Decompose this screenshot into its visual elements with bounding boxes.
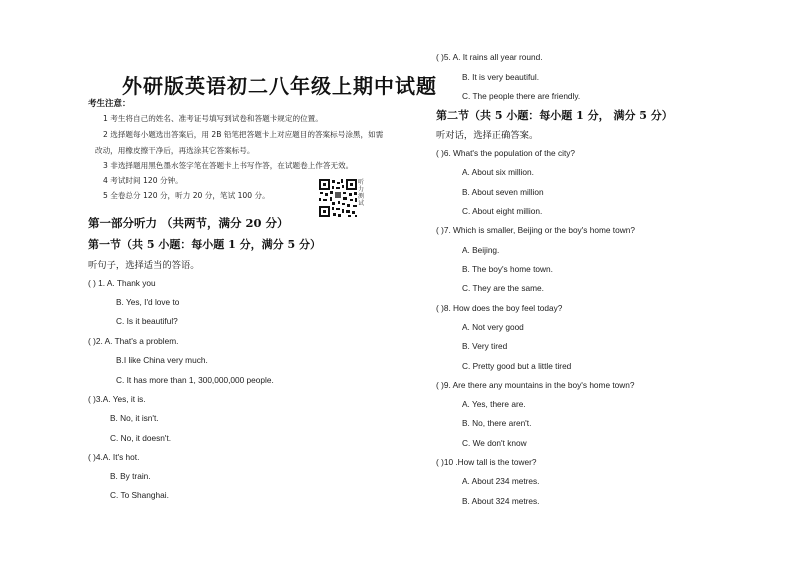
option: B. About 324 metres. (462, 496, 540, 506)
notice-item: 3 非选择题用黑色墨水签字笔在答题卡上书写作答，在试题卷上作答无效。 (103, 161, 354, 170)
option: B.I like China very much. (116, 355, 208, 365)
section1-heading: 第一节（共 5 小题：每小题 1 分，满分 5 分） (88, 238, 321, 251)
notice-item: 改动，用橡皮擦干净后，再选涂其它答案标号。 (95, 146, 255, 155)
part1-heading: 第一部分听力 （共两节，满分 20 分） (88, 216, 289, 230)
question-6: ( )6. What's the population of the city? (436, 148, 576, 158)
notice-item: 1 考生将自己的姓名、准考证号填写到试卷和答题卡规定的位置。 (103, 114, 323, 123)
option: A. Beijing. (462, 245, 500, 255)
question-3: ( )3.A. Yes, it is. (88, 394, 146, 404)
listening-qr-code (318, 178, 365, 220)
option: C. About eight million. (462, 206, 543, 216)
question-2: ( )2. A. That's a problem. (88, 336, 179, 346)
notice-item: 2 选择题每小题选出答案后，用 2B 铅笔把答题卡上对应题目的答案标号涂黑，如需 (103, 130, 384, 139)
question-5: ( )5. A. It rains all year round. (436, 52, 543, 62)
notice-heading: 考生注意： (88, 99, 131, 109)
option: C. Is it beautiful? (116, 316, 178, 326)
notice-item: 5 全卷总分 120 分，听力 20 分，笔试 100 分。 (103, 191, 270, 200)
qr-label: 听力测试 (358, 180, 365, 207)
option: C. Pretty good but a little tired (462, 361, 572, 371)
option: B. Yes, I'd love to (116, 297, 180, 307)
question-7: ( )7. Which is smaller, Beijing or the boy's home town? (436, 225, 635, 235)
option: B. Very tired (462, 341, 508, 351)
option: A. About six million. (462, 167, 534, 177)
option: B. No, it isn't. (110, 413, 159, 423)
qr-code-icon (318, 178, 358, 218)
option: A. Not very good (462, 322, 524, 332)
option: B. By train. (110, 471, 151, 481)
option: B. About seven million (462, 187, 544, 197)
option: C. No, it doesn't. (110, 433, 172, 443)
option: A. About 234 metres. (462, 476, 540, 486)
question-4: ( )4.A. It's hot. (88, 452, 140, 462)
option: A. Yes, there are. (462, 399, 526, 409)
option: C. We don't know (462, 438, 527, 448)
page-title: 外研版英语初二八年级上期中试题 (122, 74, 437, 98)
question-10: ( )10 .How tall is the tower? (436, 457, 537, 467)
section2-instruction: 听对话，选择正确答案。 (436, 130, 539, 141)
question-8: ( )8. How does the boy feel today? (436, 303, 563, 313)
option: C. To Shanghai. (110, 490, 169, 500)
section1-instruction: 听句子，选择适当的答语。 (88, 260, 200, 271)
option: B. The boy's home town. (462, 264, 553, 274)
option: C. The people there are friendly. (462, 91, 581, 101)
question-1: ( ) 1. A. Thank you (88, 278, 156, 288)
section2-heading: 第二节（共 5 小题：每小题 1 分， 满分 5 分） (436, 109, 673, 122)
question-9: ( )9. Are there any mountains in the boy's home town? (436, 380, 635, 390)
option: C. It has more than 1, 300,000,000 people. (116, 375, 274, 385)
option: B. It is very beautiful. (462, 72, 540, 82)
option: C. They are the same. (462, 283, 544, 293)
option: B. No, there aren't. (462, 418, 532, 428)
notice-item: 4 考试时间 120 分钟。 (103, 176, 183, 185)
